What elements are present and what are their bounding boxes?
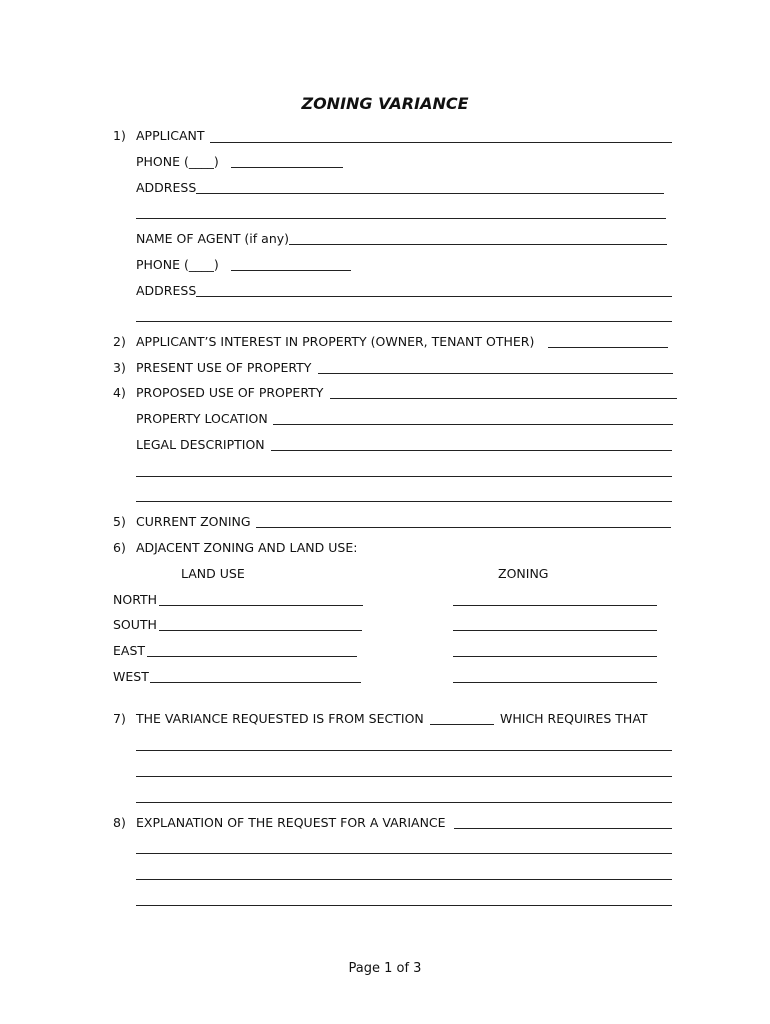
which-requires-label: WHICH REQUIRES THAT — [500, 711, 648, 726]
page-number: Page 1 of 3 — [348, 961, 422, 976]
item-number-3: 3) — [113, 360, 126, 375]
agent-phone-label: PHONE (____) — [136, 257, 219, 272]
applicant-address-field[interactable] — [196, 193, 664, 194]
legal-description-field[interactable] — [271, 450, 672, 451]
agent-phone-field[interactable] — [231, 270, 351, 271]
present-use-field[interactable] — [318, 373, 673, 374]
west-label: WEST — [113, 669, 149, 684]
interest-label: APPLICANT’S INTEREST IN PROPERTY (OWNER, TENANT OTHER) — [136, 334, 535, 349]
applicant-phone-field[interactable] — [231, 167, 343, 168]
north-zoning-field[interactable] — [453, 605, 657, 606]
south-land-use-field[interactable] — [159, 630, 362, 631]
agent-name-field[interactable] — [289, 244, 667, 245]
adjacent-zoning-label: ADJACENT ZONING AND LAND USE: — [136, 540, 358, 555]
explanation-field[interactable] — [454, 828, 672, 829]
legal-description-line-3[interactable] — [136, 501, 672, 502]
agent-address-label: ADDRESS — [136, 283, 197, 298]
east-label: EAST — [113, 643, 146, 658]
form-title: ZONING VARIANCE — [301, 94, 469, 113]
variance-requirement-line-3[interactable] — [136, 802, 672, 803]
south-zoning-field[interactable] — [453, 630, 657, 631]
item-number-4: 4) — [113, 385, 126, 400]
explanation-line-3[interactable] — [136, 879, 672, 880]
item-number-8: 8) — [113, 815, 126, 830]
variance-requirement-line-1[interactable] — [136, 750, 672, 751]
applicant-label: APPLICANT — [136, 128, 205, 143]
agent-name-label: NAME OF AGENT (if any) — [136, 231, 290, 246]
north-label: NORTH — [113, 592, 158, 607]
explanation-line-4[interactable] — [136, 905, 672, 906]
item-number-5: 5) — [113, 514, 126, 529]
item-number-1: 1) — [113, 128, 126, 143]
property-location-field[interactable] — [273, 424, 673, 425]
item-number-6: 6) — [113, 540, 126, 555]
legal-description-label: LEGAL DESCRIPTION — [136, 437, 265, 452]
agent-address-field[interactable] — [196, 296, 672, 297]
variance-section-label: THE VARIANCE REQUESTED IS FROM SECTION — [136, 711, 424, 726]
east-land-use-field[interactable] — [147, 656, 357, 657]
item-number-2: 2) — [113, 334, 126, 349]
south-label: SOUTH — [113, 617, 157, 632]
west-land-use-field[interactable] — [150, 682, 361, 683]
applicant-address-line-2[interactable] — [136, 218, 666, 219]
applicant-phone-label: PHONE (____) — [136, 154, 219, 169]
applicant-field[interactable] — [210, 142, 672, 143]
variance-requirement-line-2[interactable] — [136, 776, 672, 777]
applicant-address-label: ADDRESS — [136, 180, 197, 195]
item-number-7: 7) — [113, 711, 126, 726]
property-location-label: PROPERTY LOCATION — [136, 411, 268, 426]
land-use-column-header: LAND USE — [181, 566, 245, 581]
current-zoning-field[interactable] — [256, 527, 671, 528]
proposed-use-label: PROPOSED USE OF PROPERTY — [136, 385, 324, 400]
variance-section-field[interactable] — [430, 724, 494, 725]
explanation-line-2[interactable] — [136, 853, 672, 854]
explanation-label: EXPLANATION OF THE REQUEST FOR A VARIANCE — [136, 815, 446, 830]
present-use-label: PRESENT USE OF PROPERTY — [136, 360, 312, 375]
zoning-column-header: ZONING — [498, 566, 549, 581]
agent-address-line-2[interactable] — [136, 321, 672, 322]
west-zoning-field[interactable] — [453, 682, 657, 683]
proposed-use-field[interactable] — [330, 398, 677, 399]
current-zoning-label: CURRENT ZONING — [136, 514, 251, 529]
north-land-use-field[interactable] — [159, 605, 363, 606]
interest-field[interactable] — [548, 347, 668, 348]
legal-description-line-2[interactable] — [136, 476, 672, 477]
east-zoning-field[interactable] — [453, 656, 657, 657]
